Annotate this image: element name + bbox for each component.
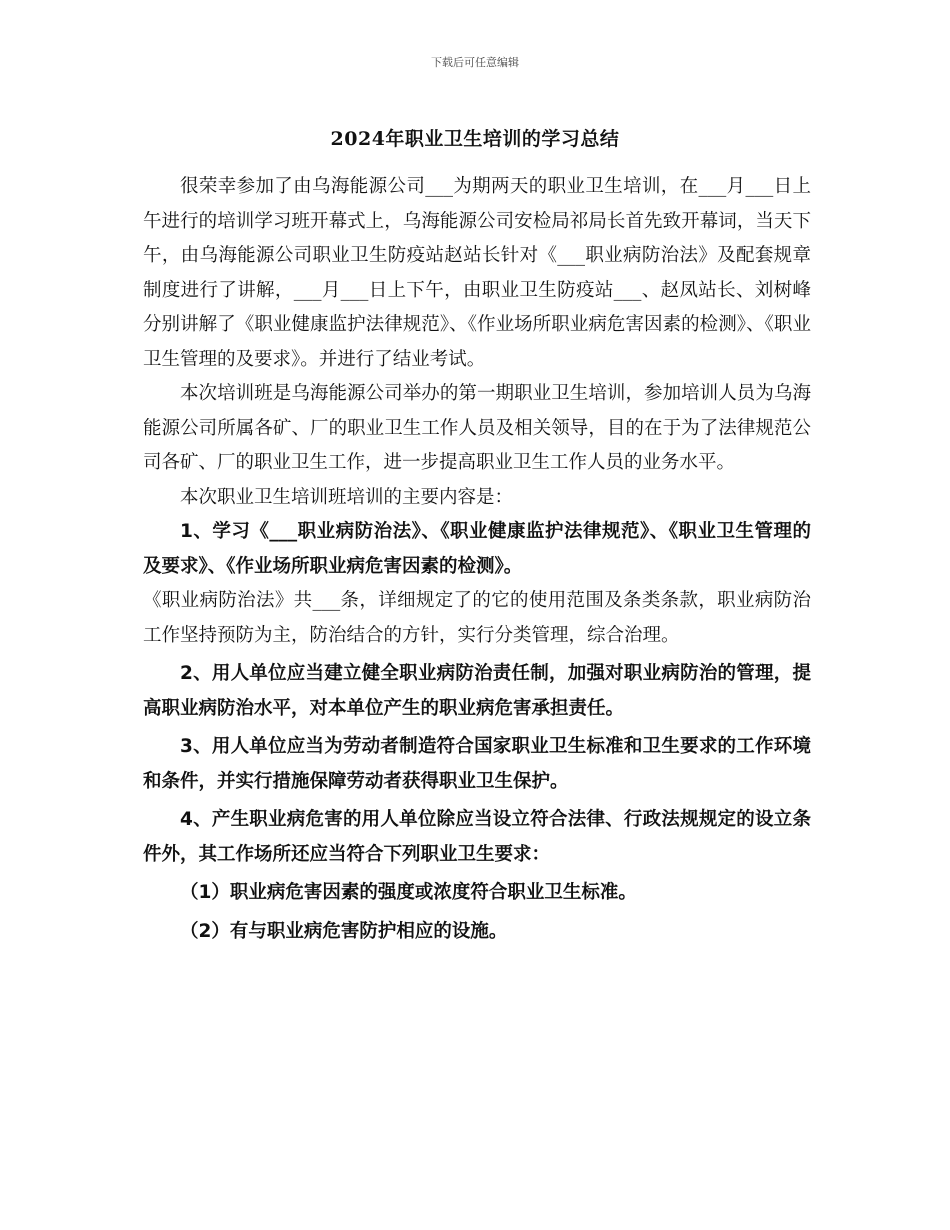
item-1-body: 《职业病防治法》共___条，详细规定了的它的使用范围及条类条款，职业病防治工作坚持预防为主，防治结合的方针，实行分类管理，综合治理。 [143,590,811,646]
document-title: 2024年职业卫生培训的学习总结 [330,128,620,150]
item-4-sub-2: （2）有与职业病危害防护相应的设施。 [180,920,508,942]
document-body [143,170,811,949]
paragraph-intro: 很荣幸参加了由乌海能源公司___为期两天的职业卫生培训，在___月___日上午进行的培训学习班开幕式上，乌海能源公司安检局祁局长首先致开幕词，当天下午，由乌海能源公司职业卫生防疫站赵站长针对《___职业病防治法》及配套规章制度进行了讲解，___月___日上下午，由职业卫生防疫站___、赵凤站长、刘树峰分别讲解了《职业健康监护法律规范》、《作业场所职业病危害因素的检测》、《职业卫生管理的及要求》。并进行了结业考试。 [143,176,811,370]
paragraph-purpose: 本次培训班是乌海能源公司举办的第一期职业卫生培训，参加培训人员为乌海能源公司所属各矿、厂的职业卫生工作人员及相关领导，目的在于为了法律规范公司各矿、厂的职业卫生工作，进一步提高职业卫生工作人员的业务水平。 [143,383,811,473]
paragraph-content-intro: 本次职业卫生培训班培训的主要内容是： [180,486,514,508]
header-note: 下载后可任意编辑 [431,56,519,69]
item-4-sub-1: （1）职业病危害因素的强度或浓度符合职业卫生标准。 [180,882,637,903]
item-3: 3、用人单位应当为劳动者制造符合国家职业卫生标准和卫生要求的工作环境和条件，并实行措施保障劳动者获得职业卫生保护。 [143,736,811,792]
item-1-heading: 1、学习《___职业病防治法》、《职业健康监护法律规范》、《职业卫生管理的及要求》、《作业场所职业病危害因素的检测》。 [143,521,811,577]
item-2: 2、用人单位应当建立健全职业病防治责任制，加强对职业病防治的管理，提高职业病防治水平，对本单位产生的职业病危害承担责任。 [143,663,811,719]
item-4: 4、产生职业病危害的用人单位除应当设立符合法律、行政法规规定的设立条件外，其工作场所还应当符合下列职业卫生要求： [143,809,811,865]
